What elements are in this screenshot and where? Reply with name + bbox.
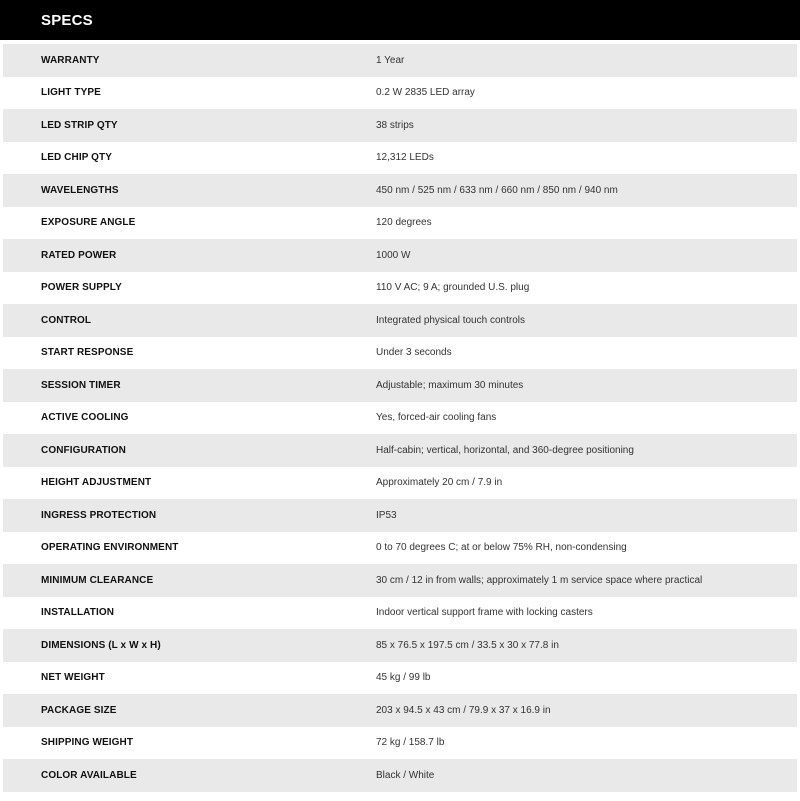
spec-label: RATED POWER [41, 249, 117, 261]
spec-row-height-adjustment [3, 467, 797, 500]
spec-row-warranty [3, 44, 797, 77]
spec-value: 12,312 LEDs [376, 152, 434, 164]
spec-value: 203 x 94.5 x 43 cm / 79.9 x 37 x 16.9 in [376, 704, 551, 716]
spec-label: NET WEIGHT [41, 672, 105, 684]
specs-table [3, 44, 797, 792]
spec-label: LED STRIP QTY [41, 119, 118, 131]
spec-value: Half-cabin; vertical, horizontal, and 360-degree positioning [376, 444, 634, 456]
spec-row-power-supply [3, 272, 797, 305]
spec-value: 110 V AC; 9 A; grounded U.S. plug [376, 282, 530, 294]
spec-row-minimum-clearance [3, 564, 797, 597]
spec-row-net-weight [3, 662, 797, 695]
spec-value: 85 x 76.5 x 197.5 cm / 33.5 x 30 x 77.8 in [376, 639, 559, 651]
spec-value: 45 kg / 99 lb [376, 672, 431, 684]
spec-row-ingress-protection [3, 499, 797, 532]
spec-row-exposure-angle [3, 207, 797, 240]
spec-row-led-strip-qty [3, 109, 797, 142]
spec-value: 450 nm / 525 nm / 633 nm / 660 nm / 850 nm / 940 nm [376, 184, 618, 196]
spec-label: OPERATING ENVIRONMENT [41, 542, 179, 554]
spec-value: Integrated physical touch controls [376, 314, 525, 326]
spec-row-session-timer [3, 369, 797, 402]
spec-value: Indoor vertical support frame with locking casters [376, 607, 593, 619]
spec-value: Under 3 seconds [376, 347, 452, 359]
spec-row-color-available [3, 759, 797, 792]
spec-label: EXPOSURE ANGLE [41, 217, 136, 229]
spec-label: START RESPONSE [41, 347, 134, 359]
spec-row-wavelengths [3, 174, 797, 207]
spec-label: CONFIGURATION [41, 444, 126, 456]
spec-label: WARRANTY [41, 54, 100, 66]
spec-label: COLOR AVAILABLE [41, 769, 137, 781]
spec-value: Yes, forced-air cooling fans [376, 412, 497, 424]
spec-label: PACKAGE SIZE [41, 704, 117, 716]
spec-label: DIMENSIONS (L x W x H) [41, 639, 161, 651]
spec-row-installation [3, 597, 797, 630]
spec-row-led-chip-qty [3, 142, 797, 175]
spec-row-dimensions [3, 629, 797, 662]
spec-row-operating-environment [3, 532, 797, 565]
spec-value: 0 to 70 degrees C; at or below 75% RH, non-condensing [376, 542, 627, 554]
spec-row-configuration [3, 434, 797, 467]
spec-label: LIGHT TYPE [41, 87, 101, 99]
spec-label: CONTROL [41, 314, 92, 326]
spec-value: 72 kg / 158.7 lb [376, 737, 445, 749]
spec-label: HEIGHT ADJUSTMENT [41, 477, 152, 489]
spec-row-active-cooling [3, 402, 797, 435]
spec-label: LED CHIP QTY [41, 152, 113, 164]
spec-row-shipping-weight [3, 727, 797, 760]
spec-row-light-type [3, 77, 797, 110]
spec-label: MINIMUM CLEARANCE [41, 574, 154, 586]
spec-label: SESSION TIMER [41, 379, 121, 391]
spec-value: IP53 [376, 509, 397, 521]
spec-value: Approximately 20 cm / 7.9 in [376, 477, 503, 489]
specs-header [0, 0, 800, 40]
specs-title: SPECS [41, 12, 93, 29]
spec-value: 1000 W [376, 249, 411, 261]
spec-label: WAVELENGTHS [41, 184, 119, 196]
spec-value: Black / White [376, 769, 435, 781]
spec-value: 0.2 W 2835 LED array [376, 87, 475, 99]
spec-value: 30 cm / 12 in from walls; approximately 1 m service space where practical [376, 574, 703, 586]
spec-label: SHIPPING WEIGHT [41, 737, 134, 749]
spec-label: INGRESS PROTECTION [41, 509, 157, 521]
spec-value: Adjustable; maximum 30 minutes [376, 379, 524, 391]
spec-row-start-response [3, 337, 797, 370]
spec-label: POWER SUPPLY [41, 282, 122, 294]
spec-value: 120 degrees [376, 217, 432, 229]
spec-label: INSTALLATION [41, 607, 115, 619]
spec-row-control [3, 304, 797, 337]
spec-value: 38 strips [376, 119, 414, 131]
spec-row-package-size [3, 694, 797, 727]
spec-row-rated-power [3, 239, 797, 272]
spec-value: 1 Year [376, 54, 405, 66]
spec-label: ACTIVE COOLING [41, 412, 129, 424]
